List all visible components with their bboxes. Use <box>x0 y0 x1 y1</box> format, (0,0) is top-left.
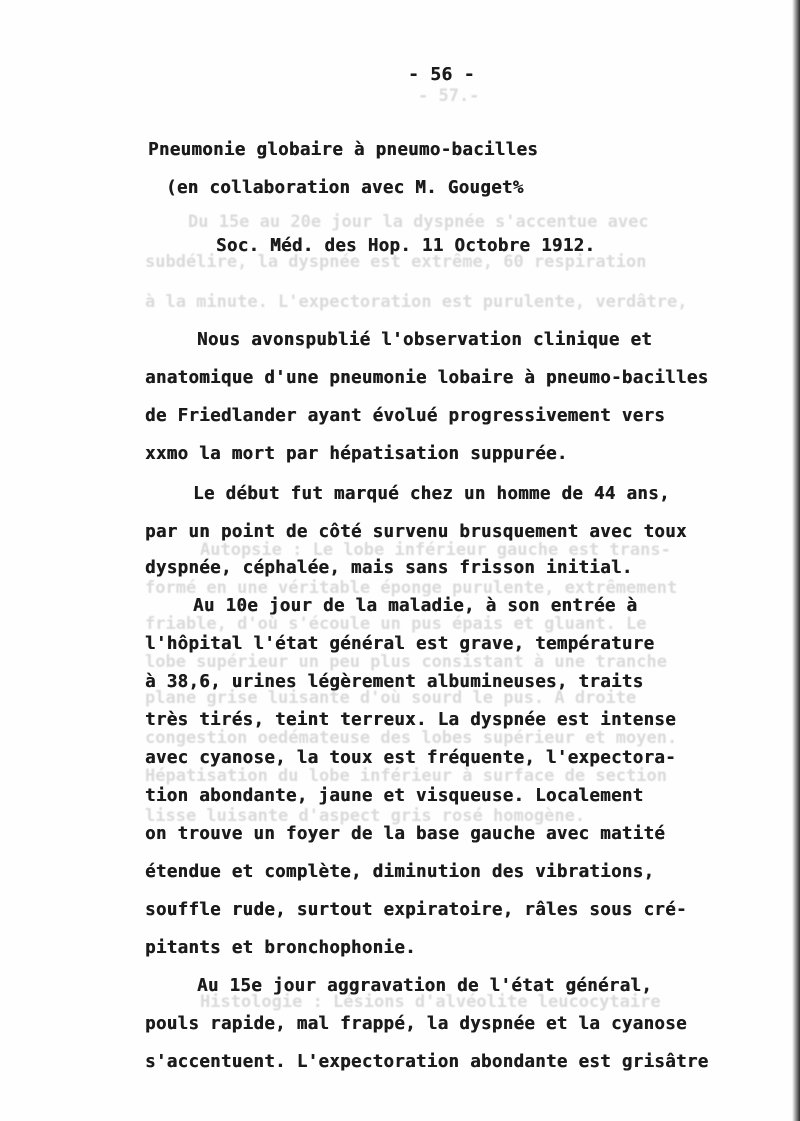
body-line: xxmo la mort par hépatisation suppurée. <box>145 444 568 464</box>
body-line: Au 15e jour aggravation de l'état général, <box>197 976 653 996</box>
body-line: pitants et bronchophonie. <box>145 938 416 958</box>
body-line: par un point de côté survenu brusquement avec toux <box>145 522 687 542</box>
bleed-line: lobe supérieur un peu plus consistant à une tranche <box>145 652 667 672</box>
publication-source: Soc. Méd. des Hop. 11 Octobre 1912. <box>216 236 596 256</box>
page-number: - 56 - <box>408 64 475 85</box>
bleed-line: friable, d'où s'écoule un pus épais et gluant. Le <box>145 614 647 634</box>
bleed-line: subdélire, la dyspnée est extrême, 60 respiration <box>145 252 647 272</box>
bleed-line: Du 15e au 20e jour la dyspnée s'accentue avec <box>188 212 649 232</box>
body-line: anatomique d'une pneumonie lobaire à pneumo-bacilles <box>145 368 709 388</box>
body-line: très tirés, teint terreux. La dyspnée est intense <box>145 710 676 730</box>
body-line: avec cyanose, la toux est fréquente, l'expectora- <box>145 748 676 768</box>
body-line: l'hôpital l'état général est grave, température <box>145 634 655 654</box>
article-title: Pneumonie globaire à pneumo-bacilles <box>148 140 539 160</box>
body-line: de Friedlander ayant évolué progressivement vers <box>145 406 666 426</box>
body-line: s'accentuent. L'expectoration abondante est grisâtre <box>145 1052 709 1072</box>
body-line: étendue et complète, diminution des vibrations, <box>145 862 655 882</box>
bleed-line: formé en une véritable éponge purulente, extrêmement <box>145 578 678 598</box>
body-line: Au 10e jour de la maladie, à son entrée à <box>193 596 638 616</box>
bleed-line: Autopsie : Le lobe inférieur gauche est trans- <box>200 540 671 560</box>
body-line: Nous avonspublié l'observation clinique et <box>197 330 653 350</box>
bleed-line: plane grise luisante d'où sourd le pus. A droite <box>145 688 637 708</box>
body-line: tion abondante, jaune et visqueuse. Localement <box>145 786 644 806</box>
body-line: à 38,6, urines légèrement albumineuses, traits <box>145 672 644 692</box>
body-line: pouls rapide, mal frappé, la dyspnée et la cyanose <box>145 1014 687 1034</box>
body-line: souffle rude, surtout expiratoire, râles sous cré- <box>145 900 687 920</box>
bleed-line: - 57.- <box>418 86 480 106</box>
body-line: on trouve un foyer de la base gauche avec matité <box>145 824 666 844</box>
bleed-line: à la minute. L'expectoration est purulente, verdâtre, <box>145 292 688 312</box>
bleed-line: lisse luisante d'aspect gris rosé homogène. <box>145 806 586 826</box>
scan-edge-shadow <box>792 0 800 1121</box>
collaboration-note: (en collaboration avec M. Gouget% <box>166 178 524 198</box>
bleed-line: congestion oedémateuse des lobes supérieur et moyen. <box>145 728 678 748</box>
bleed-line: Histologie : Lésions d'alvéolite leucocytaire <box>200 992 661 1012</box>
body-line: Le début fut marqué chez un homme de 44 ans, <box>193 484 670 504</box>
body-line: dyspnée, céphalée, mais sans frisson initial. <box>145 558 633 578</box>
bleed-line: Hépatisation du lobe inférieur à surface de section <box>145 766 667 786</box>
